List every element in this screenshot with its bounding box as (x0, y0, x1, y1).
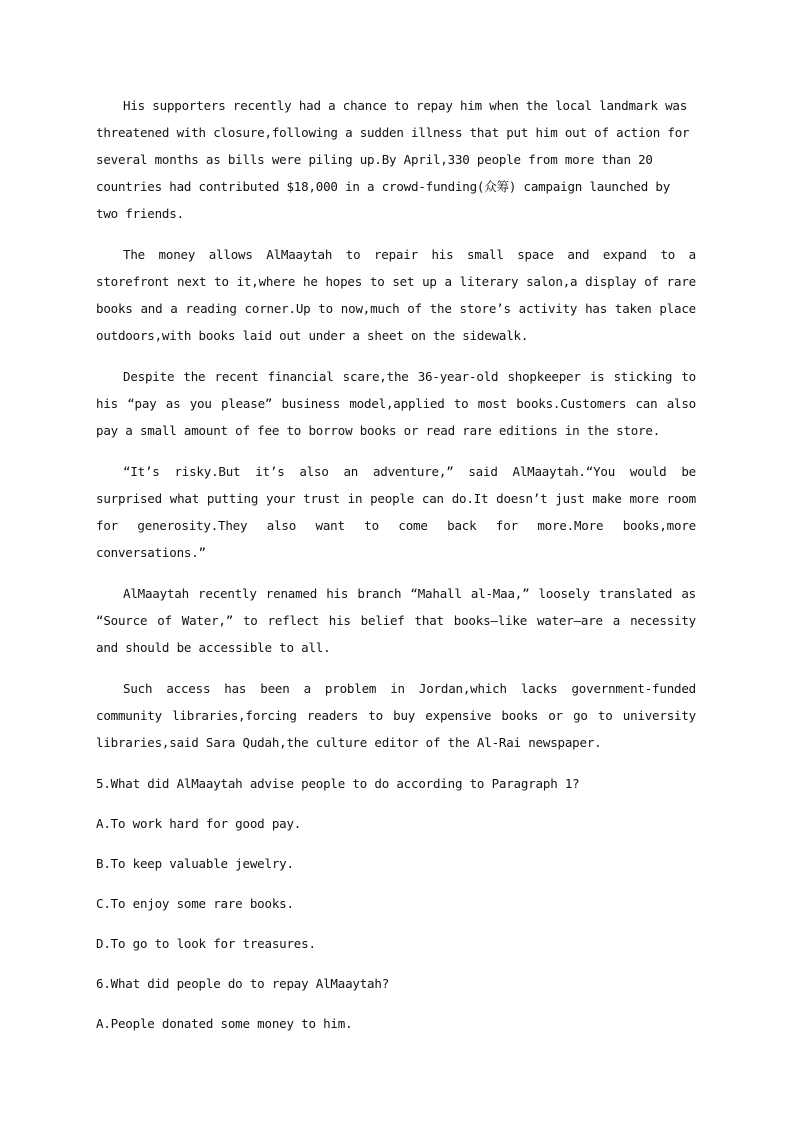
paragraph-1: His supporters recently had a chance to repay him when the local landmark was threatened with closure,following a sudden illness that put him out of action for several months as bills were piling up.By April,330 people from more than 20 countries had contributed $18,000 in a crowd-funding(众筹) campaign launched by two friends. (96, 98, 690, 221)
paragraph-6: Such access has been a problem in Jordan,which lacks government-funded community libraries,forcing readers to buy expensive books or go to university libraries,said Sara Qudah,the culture editor of the Al-Rai newspaper. (96, 681, 696, 750)
option-d: D.To go to look for treasures. (96, 936, 316, 951)
document-page (96, 92, 696, 1050)
question-6 (96, 970, 696, 1037)
option-a: A.To work hard for good pay. (96, 816, 302, 831)
question-stem: 5.What did AlMaaytah advise people to do according to Paragraph 1? (96, 776, 580, 791)
question-5 (96, 770, 696, 957)
option-c: C.To enjoy some rare books. (96, 896, 294, 911)
paragraph-3: Despite the recent financial scare,the 36-year-old shopkeeper is sticking to his “pay as you please” business model,applied to most books.Customers can also pay a small amount of fee to borrow books or read rare editions in the store. (96, 369, 696, 438)
question-stem: 6.What did people do to repay AlMaaytah? (96, 976, 390, 991)
paragraph-5: AlMaaytah recently renamed his branch “Mahall al-Maa,” loosely translated as “Source of Water,” to reflect his belief that books—like water—are a necessity and should be accessible to all. (96, 586, 696, 655)
option-b: B.To keep valuable jewelry. (96, 856, 294, 871)
option-a: A.People donated some money to him. (96, 1016, 353, 1031)
paragraph-2: The money allows AlMaaytah to repair his small space and expand to a storefront next to it,where he hopes to set up a literary salon,a display of rare books and a reading corner.Up to now,much of the store’s activity has taken place outdoors,with books laid out under a sheet on the sidewalk. (96, 247, 696, 343)
paragraph-4: “It’s risky.But it’s also an adventure,” said AlMaaytah.“You would be surprised what putting your trust in people can do.It doesn’t just make more room for generosity.They also want to come back for more.More books,more conversations.” (96, 464, 696, 560)
